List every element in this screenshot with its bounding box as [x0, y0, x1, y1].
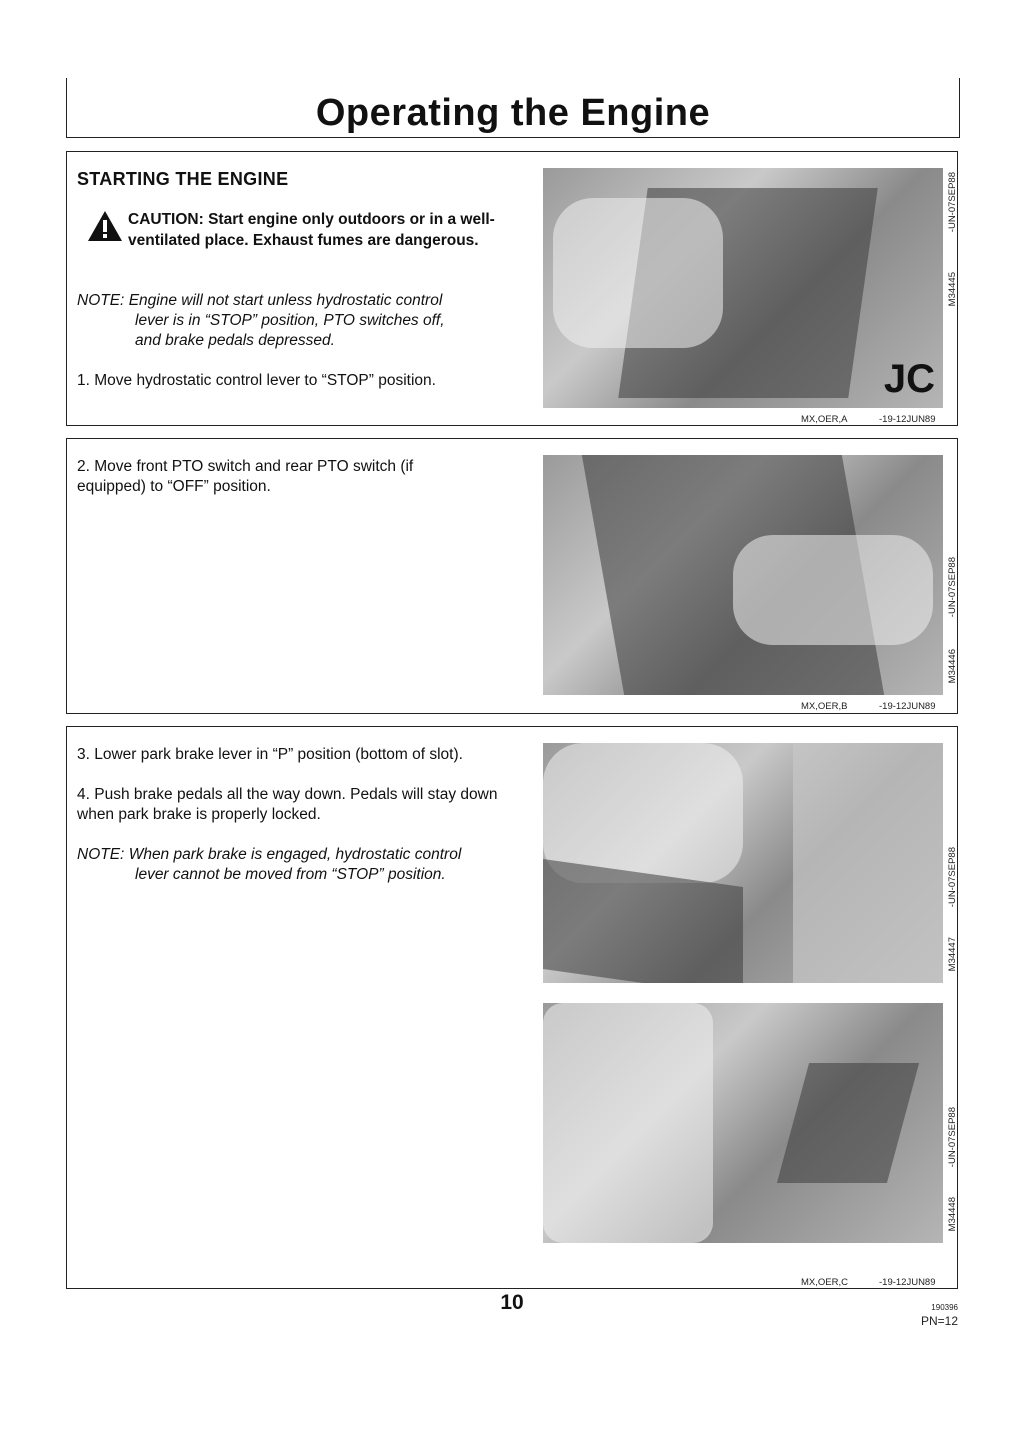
note-line-1: Engine will not start unless hydrostatic control — [128, 292, 443, 309]
photo-brake-pedal — [543, 1003, 943, 1243]
step-3: 3. Lower park brake lever in “P” position (bottom of slot). — [77, 746, 463, 763]
photo-control-lever — [543, 168, 943, 408]
figure-id-suffix: -UN-07SEP88 — [947, 847, 958, 908]
page-count: PN=12 — [920, 1314, 958, 1328]
note-line-2: lever cannot be moved from “STOP” position. — [135, 866, 446, 883]
figure-id: M34447 — [947, 937, 958, 972]
photo-pto-switch — [543, 455, 943, 695]
step-2: 2. Move front PTO switch and rear PTO switch (if equipped) to “OFF” position. — [77, 458, 414, 495]
figure-id: M34448 — [947, 1197, 958, 1232]
figure-date: -19-12JUN89 — [879, 701, 936, 712]
page-title: Operating the Engine — [315, 92, 711, 134]
step-1: 1. Move hydrostatic control lever to “STOP” position. — [77, 372, 436, 389]
doc-code: 190396 — [931, 1303, 958, 1312]
section1-text — [77, 169, 517, 189]
figure-date: -19-12JUN89 — [879, 1277, 936, 1288]
figure-id-suffix: -UN-07SEP88 — [947, 1107, 958, 1168]
note-line-2: lever is in “STOP” position, PTO switches off, — [135, 312, 445, 329]
section-heading: STARTING THE ENGINE — [77, 169, 289, 189]
figure-date: -19-12JUN89 — [879, 414, 936, 425]
note-line-3: and brake pedals depressed. — [135, 332, 335, 349]
note-1 — [77, 291, 517, 351]
figure-id: M34446 — [947, 649, 958, 684]
section-park-brake — [66, 726, 958, 1289]
figure-code: MX,OER,C — [801, 1277, 848, 1288]
warning-icon — [87, 210, 123, 242]
caution-text: CAUTION: Start engine only outdoors or in a well-ventilated place. Exhaust fumes are dangerous. — [128, 211, 495, 249]
note-label: NOTE: — [77, 292, 125, 309]
note-label: NOTE: — [77, 846, 125, 863]
figure-id-suffix: -UN-07SEP88 — [947, 172, 958, 233]
section-starting-engine — [66, 151, 958, 426]
figure-id-suffix: -UN-07SEP88 — [947, 557, 958, 618]
figure-code: MX,OER,A — [801, 414, 848, 425]
page-number: 10 — [500, 1291, 524, 1314]
note-line-1: When park brake is engaged, hydrostatic control — [128, 846, 462, 863]
figure-code: MX,OER,B — [801, 701, 848, 712]
note-2 — [77, 845, 517, 885]
step-4: 4. Push brake pedals all the way down. Pedals will stay down when park brake is properly locked. — [77, 786, 498, 823]
photo-park-brake — [543, 743, 943, 983]
section-pto-switch — [66, 438, 958, 714]
title-box — [66, 78, 960, 138]
photo-label: JC — [883, 357, 935, 401]
figure-id: M34445 — [947, 272, 958, 307]
